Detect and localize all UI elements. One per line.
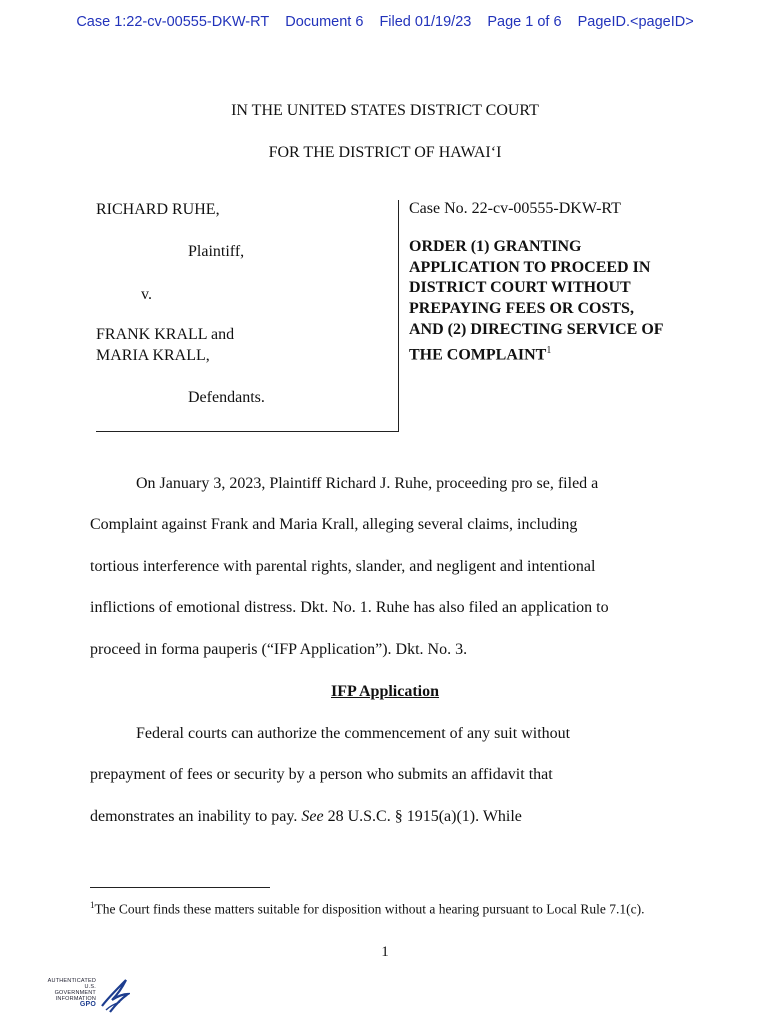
order-title-last: THE COMPLAINT <box>409 345 547 363</box>
defendants-line1: FRANK KRALL and <box>96 326 235 343</box>
header-case-number: Case 1:22-cv-00555-DKW-RT <box>76 14 270 30</box>
section-heading: IFP Application <box>330 683 440 700</box>
gpo-logo-line: INFORMATION <box>55 996 96 1002</box>
caption-case-info <box>409 200 709 366</box>
case-header <box>0 14 770 30</box>
order-title-line: AND (2) DIRECTING SERVICE OF <box>409 320 664 338</box>
order-title-line: PREPAYING FEES OR COSTS, <box>409 300 634 318</box>
footnote-text: The Court finds these matters suitable for disposition without a hearing pursuant to Local Rule 7.1(c). <box>94 901 645 917</box>
footnote <box>90 896 680 919</box>
header-document: Document 6 <box>285 14 364 30</box>
case-number: Case No. 22-cv-00555-DKW-RT <box>409 200 621 217</box>
footnote-mark: 1 <box>90 900 95 910</box>
gpo-logo-mark: GPO <box>79 1001 96 1008</box>
defendants-line2: MARIA KRALL, <box>96 347 210 364</box>
caption-parties <box>96 200 399 432</box>
header-page: Page 1 of 6 <box>487 14 562 30</box>
plaintiff-name: RICHARD RUHE, <box>96 201 220 218</box>
defendants-role: Defendants. <box>188 389 265 406</box>
gpo-authentication-logo <box>44 976 134 1016</box>
order-title-line <box>409 341 709 366</box>
paragraph-line: Federal courts can authorize the commencement of any suit without <box>136 725 571 742</box>
paragraph-line: prepayment of fees or security by a person who submits an affidavit that <box>90 766 553 783</box>
eagle-icon <box>98 976 130 1016</box>
order-title-line: DISTRICT COURT WITHOUT <box>409 279 631 297</box>
versus: v. <box>141 286 152 303</box>
gpo-logo-line: U.S. GOVERNMENT <box>54 984 96 996</box>
paragraph-line: tortious interference with parental rights, slander, and negligent and intentional <box>90 558 596 575</box>
paragraph-text: 28 U.S.C. § 1915(a)(1). While <box>323 808 522 825</box>
page-number: 1 <box>381 944 389 960</box>
plaintiff-role: Plaintiff, <box>188 243 245 260</box>
gpo-logo-line: AUTHENTICATED <box>47 978 96 984</box>
paragraph-line: On January 3, 2023, Plaintiff Richard J. Ruhe, proceeding pro se, filed a <box>136 475 599 492</box>
court-name: IN THE UNITED STATES DISTRICT COURT <box>231 102 539 119</box>
paragraph-text: demonstrates an inability to pay. <box>90 808 302 825</box>
footnote-divider <box>90 887 270 888</box>
order-title <box>409 237 709 366</box>
paragraph-line <box>90 808 522 826</box>
footnote-reference[interactable]: 1 <box>546 344 552 356</box>
order-title-line: APPLICATION TO PROCEED IN <box>409 258 651 276</box>
paragraph-line: Complaint against Frank and Maria Krall, alleging several claims, including <box>90 516 578 533</box>
paragraph-line: inflictions of emotional distress. Dkt. No. 1. Ruhe has also filed an application to <box>90 599 609 616</box>
court-district: FOR THE DISTRICT OF HAWAI‘I <box>268 144 502 161</box>
header-pageid: PageID.<pageID> <box>577 14 694 30</box>
gpo-logo-text <box>44 978 96 1008</box>
order-title-line: ORDER (1) GRANTING <box>409 238 582 255</box>
citation-signal: See <box>301 808 324 825</box>
header-filed-date: Filed 01/19/23 <box>379 14 472 30</box>
paragraph-line: proceed in forma pauperis (“IFP Application”). Dkt. No. 3. <box>90 641 468 658</box>
